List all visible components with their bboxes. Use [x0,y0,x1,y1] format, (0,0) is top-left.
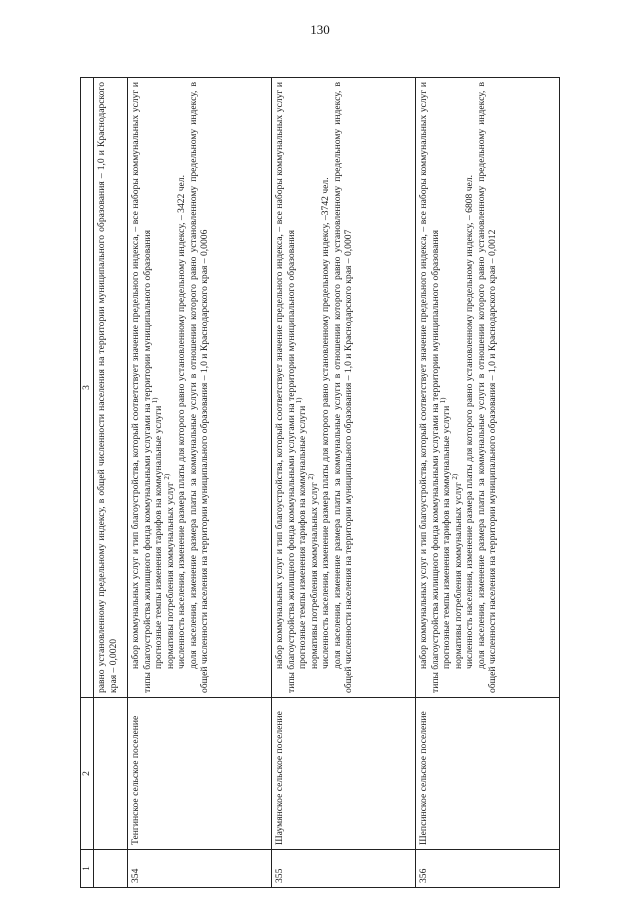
table-row-continuation [94,78,128,888]
row-number-cell: 355 [272,850,416,888]
footnote-marker: 2) [450,473,459,480]
column-header-1: 1 [81,850,94,888]
description-cell [128,78,272,698]
footnote-marker: 1) [438,397,447,404]
consumption-norms-paragraph [162,82,177,693]
tariff-forecast-paragraph [438,82,453,693]
page-number: 130 [310,22,330,37]
row-number-cell [94,850,128,888]
population-share-paragraph: доля населения, изменение размера платы за коммунальные услуги в отношении которого равно установленному предельному индексу, в общей численности населения на территории муниципального образования – 1,0 и Краснодарского края – 0,0007 [331,82,354,693]
footnote-marker: 1) [150,397,159,404]
description-cell [94,78,128,698]
table-row [416,78,560,888]
population-count-paragraph: численность населения, изменение размера платы для которого равно установленному предельному индексу, – 3422 чел. [176,175,187,669]
table-header-row [81,78,94,888]
tariff-forecast-text: прогнозные темпы изменения тарифов на коммунальные услуги [441,405,452,669]
row-number-cell: 356 [416,850,560,888]
service-set-paragraph: набор коммунальных услуг и тип благоустройства, который соответствует значение предельного индекса, – все наборы коммунальных услуг и типы благоустройства жилищного фонда коммунальными услугами на территории муниципального образования [418,82,441,693]
consumption-norms-text: нормативы потребления коммунальных услуг [452,482,464,669]
consumption-norms-text: нормативы потребления коммунальных услуг [164,482,176,669]
tariff-forecast-text: прогнозные темпы изменения тарифов на коммунальные услуги [153,405,164,669]
row-number-cell: 354 [128,850,272,888]
population-share-paragraph: доля населения, изменение размера платы за коммунальные услуги в отношении которого равно установленному предельному индексу, в общей численности населения на территории муниципального образования – 1,0 и Краснодарского края – 0,0012 [475,82,498,693]
description-cell [416,78,560,698]
population-count-paragraph: численность населения, изменение размера платы для которого равно установленному предельному индексу, –3742 чел. [320,177,331,669]
service-set-paragraph: набор коммунальных услуг и тип благоустройства, который соответствует значение предельного индекса, – все наборы коммунальных услуг и типы благоустройства жилищного фонда коммунальными услугами на территории муниципального образования [130,82,153,693]
consumption-norms-text: нормативы потребления коммунальных услуг [308,482,320,669]
table-row [272,78,416,888]
column-header-2: 2 [81,698,94,850]
consumption-norms-paragraph [450,82,465,693]
consumption-norms-paragraph [306,82,321,693]
municipality-name-cell: Тенгинское сельское поселение [128,698,272,850]
footnote-marker: 2) [306,473,315,480]
footnote-marker: 1) [294,397,303,404]
indicator-table [80,77,560,888]
tariff-forecast-paragraph [150,82,165,693]
population-share-paragraph: доля населения, изменение размера платы за коммунальные услуги в отношении которого равно установленному предельному индексу, в общей численности населения на территории муниципального образования – 1,0 и Краснодарского края – 0,0006 [187,82,210,693]
tariff-forecast-paragraph [294,82,309,693]
description-cell [272,78,416,698]
municipality-name-cell: Шаумянское сельское поселение [272,698,416,850]
tariff-forecast-text: прогнозные темпы изменения тарифов на коммунальные услуги [297,405,308,669]
population-count-paragraph: численность населения, изменение размера платы для которого равно установленному предельному индексу, – 6808 чел. [464,175,475,669]
table-row [128,78,272,888]
footnote-marker: 2) [162,473,171,480]
municipality-name-cell: Шепсинское сельское поселение [416,698,560,850]
municipality-name-cell [94,698,128,850]
description-paragraph: равно установленному предельному индексу, в общей численности населения на территории муниципального образования – 1,0 и Краснодарского края – 0,0020 [96,82,119,693]
service-set-paragraph: набор коммунальных услуг и тип благоустройства, который соответствует значение предельного индекса, – все наборы коммунальных услуг и типы благоустройства жилищного фонда коммунальными услугами на территории муниципального образования [274,82,297,693]
column-header-3: 3 [81,78,94,698]
rotated-table-container [80,78,560,888]
